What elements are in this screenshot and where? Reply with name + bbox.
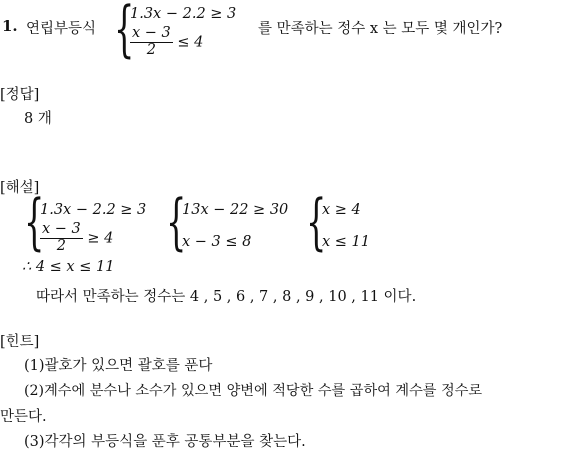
solution-sys1-frac-num: x − 3 — [42, 221, 81, 237]
solution-sys3-brace: { — [306, 185, 327, 258]
hint-line2a: (2)계수에 분수나 소수가 있으면 양변에 적당한 수를 곱하여 계수를 정수로 — [24, 383, 483, 399]
solution-sys3-line2: x ≤ 11 — [322, 234, 370, 250]
answer-value: 8 개 — [24, 111, 52, 127]
solution-sys1-line1: 1.3x − 2.2 ≥ 3 — [40, 202, 147, 218]
hint-header: [힌트] — [0, 334, 40, 350]
problem-number: 1. — [2, 17, 18, 35]
solution-sys1-frac-den: 2 — [56, 237, 66, 254]
problem-question: 를 만족하는 정수 x 는 모두 몇 개인가? — [258, 21, 503, 37]
problem-brace: { — [114, 0, 135, 65]
solution-sys2-line2: x − 3 ≤ 8 — [182, 234, 252, 250]
problem-ineq2 — [130, 26, 203, 59]
problem-ineq2-num: x − 3 — [132, 25, 171, 41]
hint-line1: (1)괄호가 있으면 괄호를 푼다 — [24, 358, 213, 374]
answer-header: [정답] — [0, 87, 40, 103]
solution-conclusion: 따라서 만족하는 정수는 4 , 5 , 6 , 7 , 8 , 9 , 10 , 11 이다. — [36, 289, 417, 305]
solution-therefore: ∴ 4 ≤ x ≤ 11 — [22, 259, 115, 275]
problem-ineq2-rel: ≤ 4 — [177, 34, 204, 51]
solution-sys3-line1: x ≥ 4 — [322, 202, 361, 218]
hint-line2b: 만든다. — [0, 409, 47, 425]
solution-sys1-frac-rel: ≥ 4 — [87, 230, 114, 247]
solution-sys2-brace: { — [166, 185, 187, 258]
solution-header: [해설] — [0, 180, 40, 196]
solution-sys1-brace: { — [24, 185, 45, 258]
hint-line3: (3)각각의 부등식을 푼후 공통부분을 찾는다. — [24, 434, 306, 450]
problem-lead: 연립부등식 — [26, 21, 97, 37]
problem-ineq1: 1.3x − 2.2 ≥ 3 — [130, 6, 237, 22]
solution-sys2-line1: 13x − 22 ≥ 30 — [182, 202, 289, 218]
problem-ineq2-den: 2 — [146, 41, 156, 58]
solution-sys1-line2 — [40, 222, 113, 255]
